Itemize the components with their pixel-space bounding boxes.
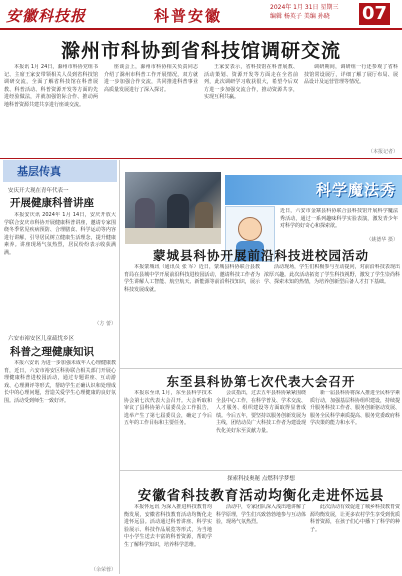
lead-headline: 滁州市科协到省科技馆调研交流 [60, 40, 341, 62]
lead-col-1: 本报讯 1月 24日，滁州市科协党组书记、主席王家安带领相关人员到省科技馆调研交流，全面了解省科技馆在科普展教、科普活动、科普资源开发等方面的先进经验做法，并就加强馆际合作、推动两地科普资源共建共享进行座谈交流。 [4, 64, 98, 108]
page-number-box [356, 2, 398, 26]
editor-line: 编辑 杨英子 [270, 13, 302, 20]
story1-byline: （方 蕾） [94, 321, 116, 327]
anqing-body-2: 活动中，专家团队深入浅出地讲解了科学原理，学生们兴致勃勃地参与互动体验，现场气氛热烈。 [216, 504, 306, 526]
dongzhi-body-2: 会议指出，过去五年县科协紧紧围绕全县中心工作，在科学普及、学术交流、人才服务、组织建设等方面取得显著成绩。今后五年，要坚持以服务创新发展为主线，团结动员广大科技工作者为建设现代化美好东至贡献力量。 [216, 390, 306, 434]
dongzhi-body-1: 本报东至讯 1月，东至县科学技术协会第七次代表大会召开。大会听取和审议了县科协第六届委员会工作报告，选举产生了第七届委员会，确定了今后五年的工作目标和主要任务。 [124, 390, 212, 427]
anqing-body-1: 本报怀远讯 为深入推进科技教育均衡发展，安徽省科技教育活动均衡化走进怀远县。活动通过科普讲座、科学实验展示、科技作品展览等形式，为当地中小学生送去丰富的科普资源，帮助学生了解科学知识，培养科学思维。 [124, 504, 212, 548]
story2-byline: （余荣蓉） [90, 567, 116, 573]
date-line: 2024年 1月 31日 [270, 4, 319, 11]
story2-title: 科普之理健康知识 [10, 346, 94, 358]
mengcheng-body-1: 本报蒙城讯（通讯员 张 军）近日，蒙城县科协联合县教育局在县城中学开展前沿科技进校园活动，邀请科技工作者为学生讲解人工智能、航空航天、新能源等前沿科技知识，展示科技发展成就。 [124, 264, 260, 293]
science-show-caption: 近日，六安市金寨县科协联合县科技馆开展科学魔法秀活动，通过一系列趣味科学实验表演，激发青少年对科学的好奇心和探索欲。 [280, 208, 398, 230]
story2-kicker: 六安市裕安区儿童疏忧乡区 [8, 336, 75, 342]
dongzhi-headline: 东至县科协第七次代表大会召开 [166, 374, 356, 389]
science-show-banner [225, 175, 402, 205]
anqing-headline: 安徽省科技教育活动均衡化走进怀远县 [137, 488, 385, 504]
story1-kicker: 安庆开大现在青年代表一 [8, 188, 69, 194]
column-tag [3, 160, 117, 182]
paper-name: 安徽科技报 [6, 7, 87, 25]
mengcheng-headline: 蒙城县科协开展前沿科技进校园活动 [152, 248, 369, 263]
column-divider [119, 160, 120, 574]
dongzhi-body-3: 新一届县科协将深入推进全民科学素质行动，加强基层科协组织建设，持续提升服务科技工作者、服务创新驱动发展、服务全民科学素质提高、服务党委政府科学决策的能力和水平。 [310, 390, 400, 427]
divider [120, 470, 402, 471]
science-show-byline: （姚德华 摄） [366, 237, 398, 243]
event-photo [125, 172, 221, 244]
mengcheng-body-2: 活动现场，学生们积极参与互动提问，对前沿科技表现出浓厚兴趣。此次活动拓宽了学生科技视野，激发了学生崇尚科学、探索未知的热情，为培养创新型后备人才打下基础。 [264, 264, 400, 286]
story2-body: 本报六安讯 为进一步加强未成年人心理健康教育，近日，六安市裕安区科协联合相关部门开展心理健康科普进校园活动，通过专题讲座、互动游戏、心理测评等形式，帮助学生正确认识和处理成长中的心理问题，营造关爱学生心理健康的良好氛围。活动受到师生一致好评。 [4, 360, 116, 404]
divider [120, 368, 402, 369]
masthead [0, 0, 402, 30]
lead-col-3: 王家安表示，省科技馆在科普展教、活动策划、资源开发等方面走在全省前列，此次调研学习收获很大，希望今后双方进一步加强交流合作，推动资源共享，实现互利共赢。 [204, 64, 298, 101]
lead-col-4: 调研期间，调研组一行还参观了省科技馆常设展厅，详细了解了展厅布局、展品设计及运营管理等情况。 [304, 64, 398, 86]
column-tag-label: 基层传真 [17, 165, 61, 178]
story1-body: 本报安庆讯 2024年 1月 14日，安庆开放大学联合安庆市科协开展健康科普讲座，邀请专家围绕冬季常见疾病预防、合理膳食、科学运动等内容进行讲解，引导居民树立健康生活理念，提升健康素养。讲座现场气氛热烈，居民纷纷表示收获满满。 [4, 212, 116, 256]
anqing-body-3: 此次活动有效促进了城乡科技教育资源均衡发展，让更多农村学生享受到优质科普资源，在孩子们心中播下了科学的种子。 [310, 504, 400, 533]
section-title: 科普安徽 [154, 7, 223, 25]
divider [0, 158, 402, 159]
lead-col-2: 座谈会上，滁州市科协相关负责同志介绍了滁州市科普工作开展情况，双方就进一步加强合作交流，共同推进科普事业高质量发展进行了深入探讨。 [104, 64, 198, 93]
date-block: 2024年 1月 31日 星期三 编辑 杨英子 美编 孙晓 [270, 4, 339, 20]
lead-byline: （本报记者） [367, 149, 398, 155]
anqing-kicker: 探索科技奥秘 点燃科学梦想 [227, 476, 295, 482]
page-number: 07 [359, 3, 390, 25]
story1-title: 开展健康科普讲座 [10, 197, 94, 209]
science-show-title: 科学魔法秀 [315, 181, 396, 199]
